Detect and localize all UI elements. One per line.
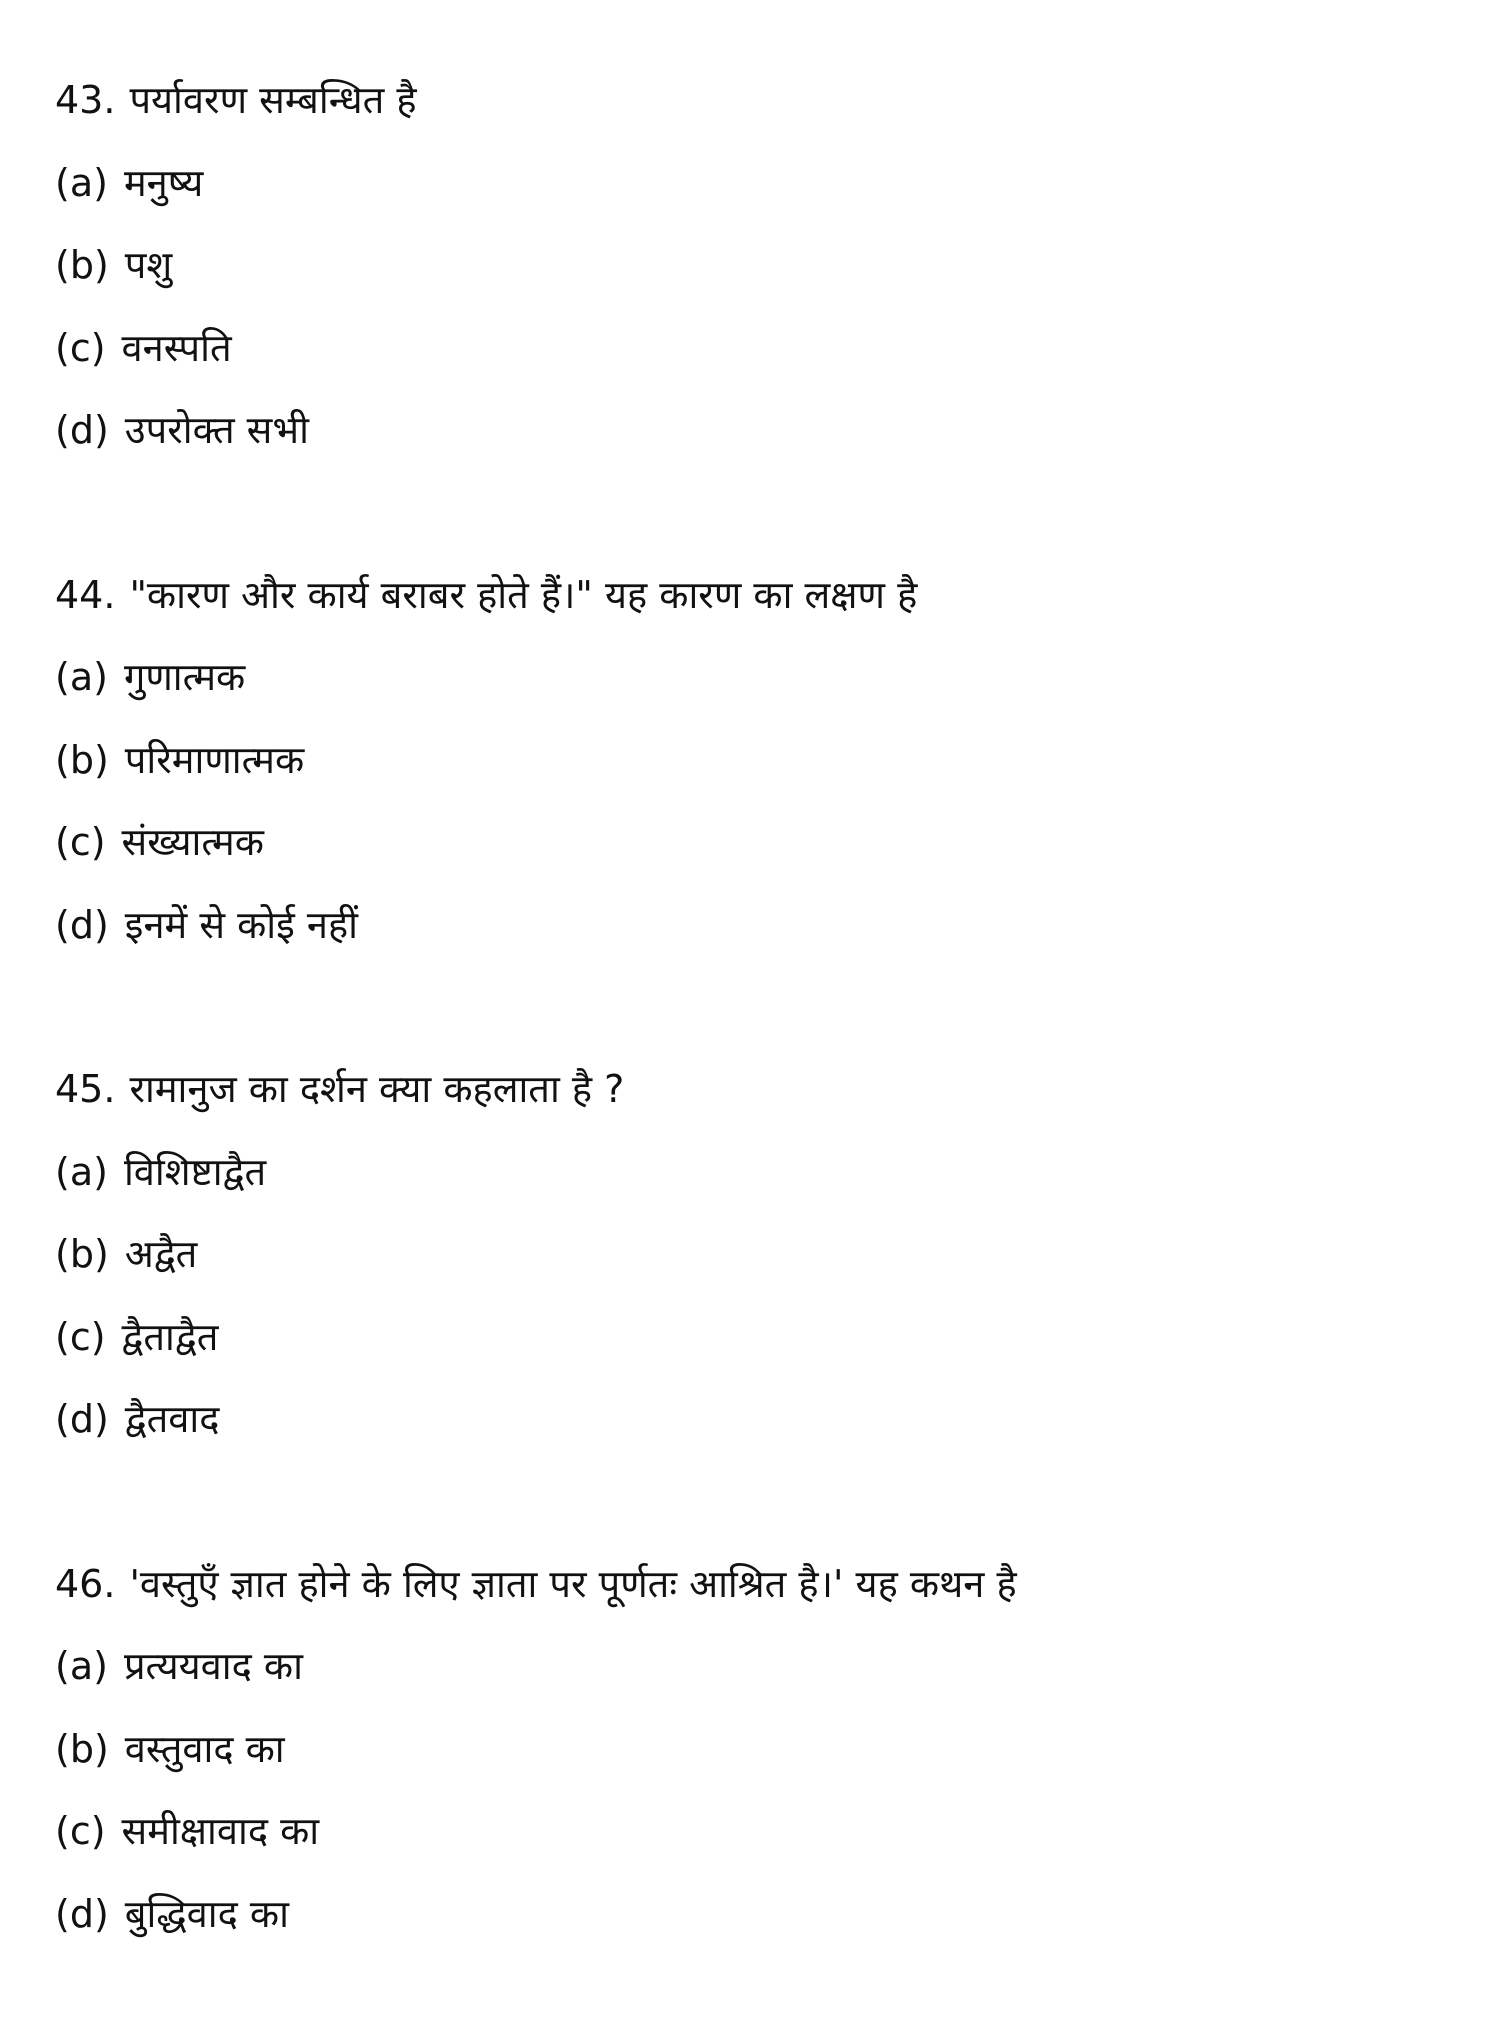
option-label: (d) [55,1891,109,1936]
option-label: (b) [55,1726,109,1771]
question-number: 43. [55,78,116,122]
option-line [55,1873,1017,1956]
option-line [55,1131,1017,1214]
question-line [55,554,1017,637]
option-label: (d) [55,408,109,452]
option-label: (a) [55,1149,108,1194]
option-label: (a) [55,160,108,205]
option-line [55,884,1017,967]
option-line [55,1708,1017,1791]
option-label: (c) [55,1809,106,1853]
option-text: प्रत्ययवाद का [123,1644,303,1688]
option-line [55,1378,1017,1461]
option-line [55,1213,1017,1296]
option-label: (b) [55,737,109,782]
question-number: 45. [55,1067,116,1111]
option-line [55,142,1017,225]
option-text: उपरोक्त सभी [124,408,309,452]
option-text: वनस्पति [121,325,232,370]
option-text: विशिष्टाद्वैत [123,1149,267,1194]
option-text: मनुष्य [123,160,204,205]
question-text: "कारण और कार्य बराबर होते हैं।" यह कारण का लक्षण है [129,572,918,617]
option-label: (a) [55,655,108,699]
question-number: 44. [55,572,116,617]
option-text: द्वैताद्वैत [121,1314,219,1359]
question-line [55,1048,1017,1131]
question-block [55,1543,1017,1956]
option-line [55,307,1017,390]
option-label: (c) [55,1314,106,1359]
option-label: (c) [55,325,106,370]
option-line [55,801,1017,884]
option-line [55,389,1017,472]
option-line [55,224,1017,307]
option-text: वस्तुवाद का [124,1726,285,1771]
option-text: बुद्धिवाद का [124,1891,289,1936]
question-number: 46. [55,1561,116,1606]
option-line [55,636,1017,719]
option-text: द्वैतवाद [124,1397,220,1441]
option-text: पशु [124,243,173,287]
option-label: (d) [55,902,109,947]
question-text: पर्यावरण सम्बन्धित है [129,78,417,122]
option-text: इनमें से कोई नहीं [124,902,358,947]
option-text: गुणात्मक [123,655,246,699]
option-label: (b) [55,243,109,287]
question-block [55,1048,1017,1461]
option-text: अद्वैत [124,1232,198,1276]
question-text: 'वस्तुएँ ज्ञात होने के लिए ज्ञाता पर पूर्णतः आश्रित है।' यह कथन है [129,1561,1017,1606]
option-line [55,1296,1017,1379]
question-block [55,59,1017,472]
option-line [55,1790,1017,1873]
option-text: समीक्षावाद का [121,1809,320,1853]
option-label: (d) [55,1397,109,1441]
question-block [55,554,1017,967]
option-line [55,1625,1017,1708]
option-text: परिमाणात्मक [124,737,305,782]
question-text: रामानुज का दर्शन क्या कहलाता है ? [129,1067,625,1111]
option-label: (b) [55,1232,109,1276]
question-line [55,1543,1017,1626]
option-label: (a) [55,1644,108,1688]
question-line [55,59,1017,142]
option-label: (c) [55,820,106,864]
question-document [55,59,1017,2037]
option-text: संख्यात्मक [121,820,264,864]
option-line [55,719,1017,802]
